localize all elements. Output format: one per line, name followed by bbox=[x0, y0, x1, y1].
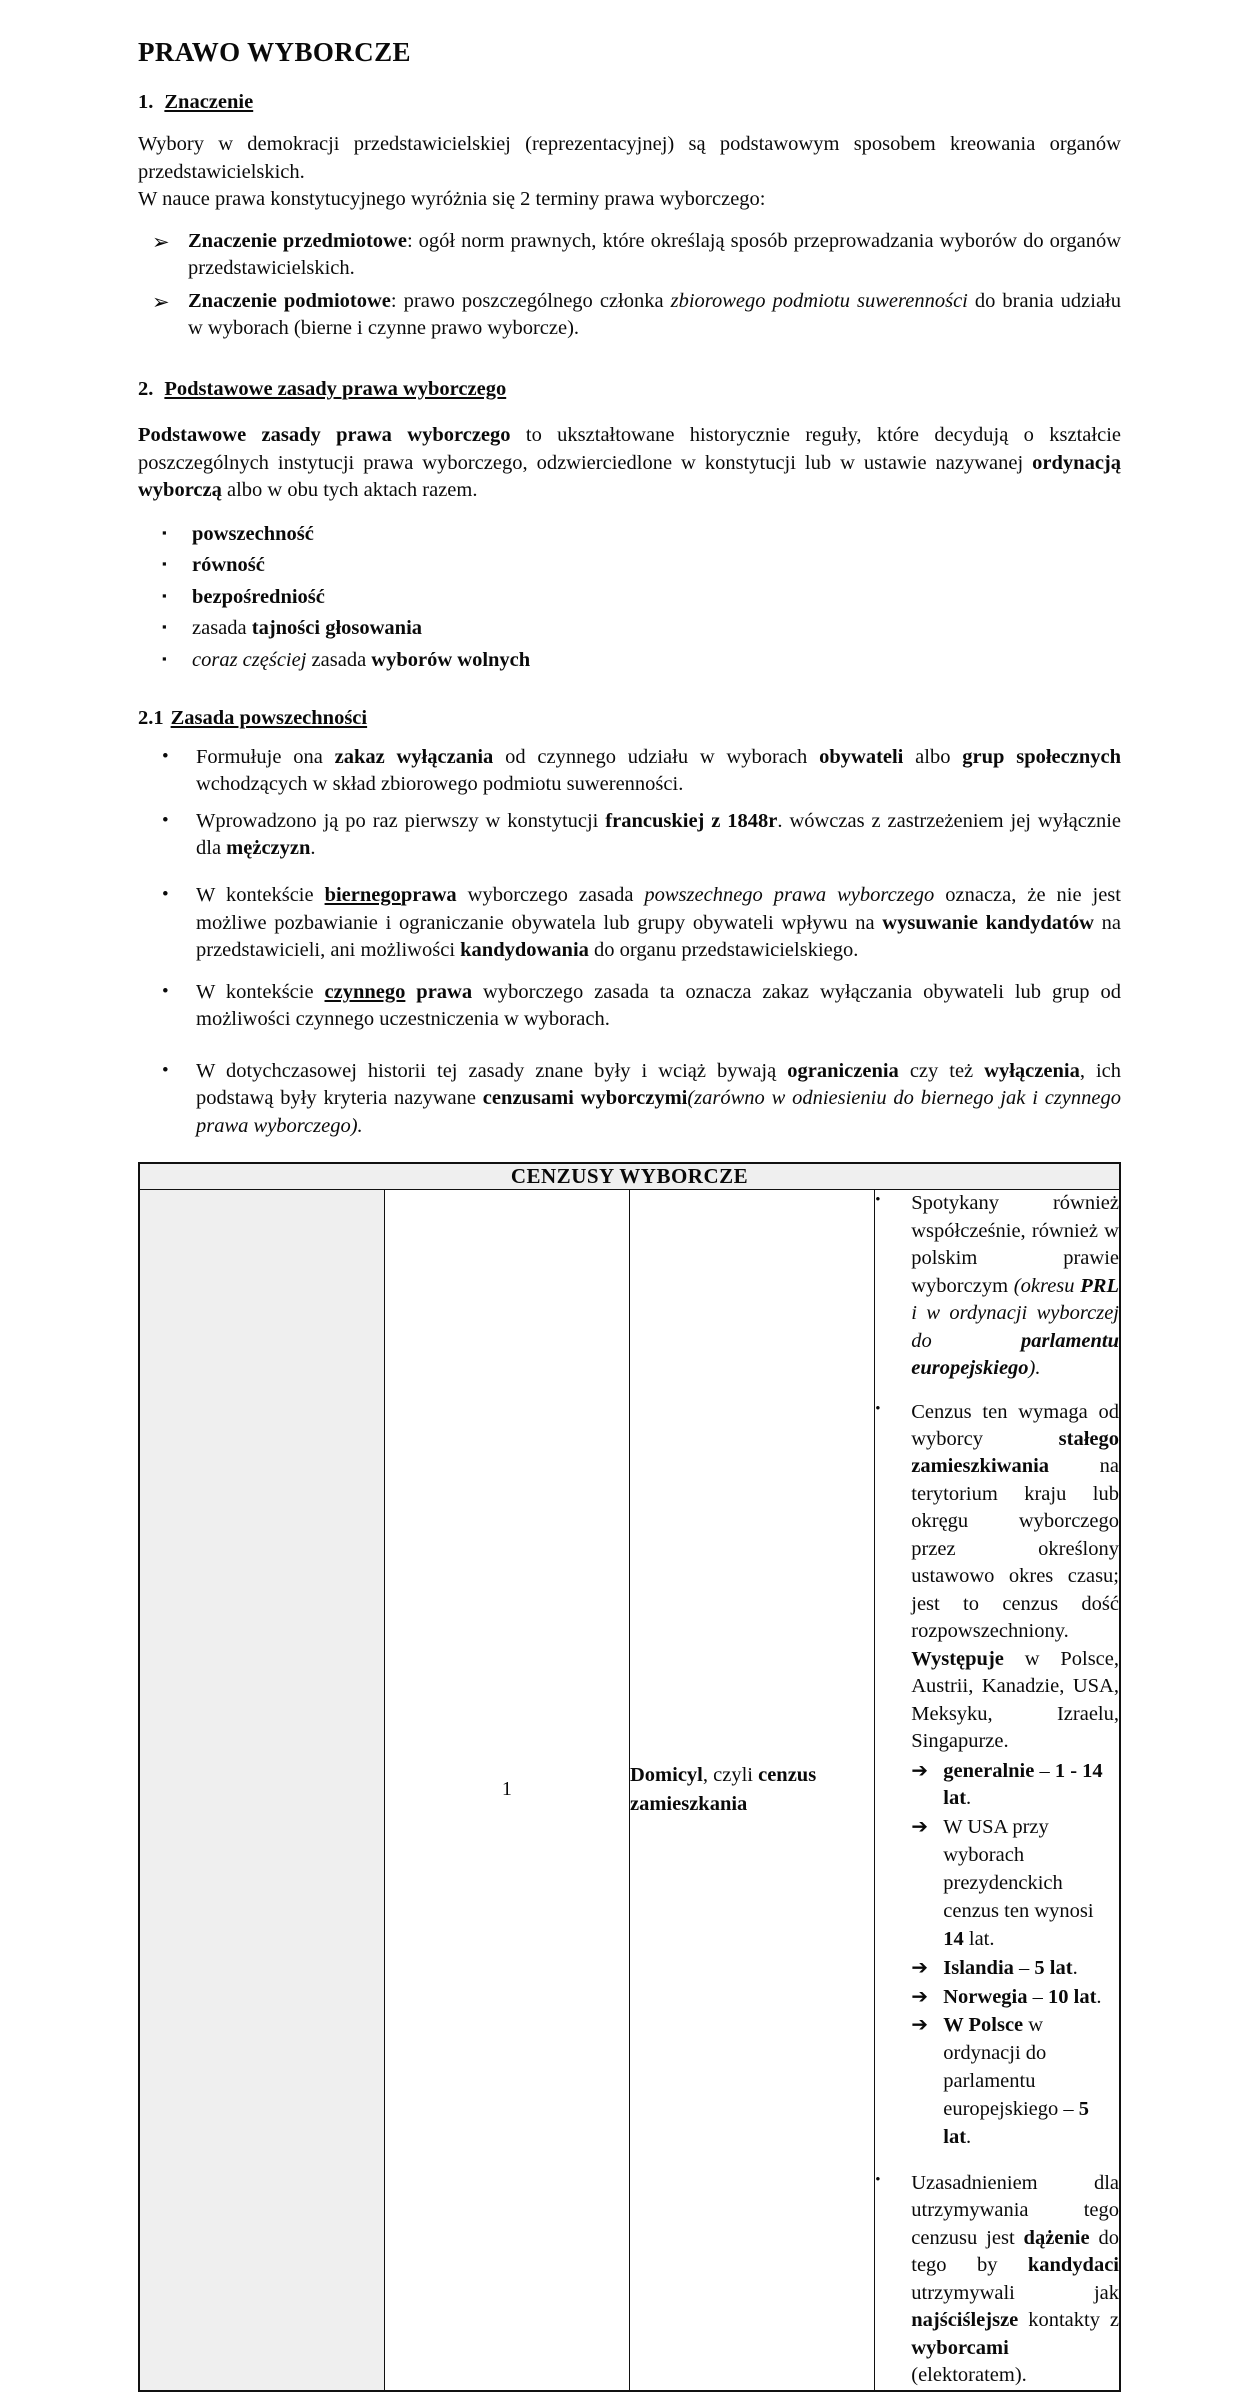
item-rest: do brania udziału w wyborach (bierne i czynne prawo wyborcze). bbox=[188, 289, 1121, 340]
list-item bbox=[911, 2012, 1119, 2151]
bold-part: wyborcami bbox=[911, 2336, 1009, 2359]
text-part: albo bbox=[903, 745, 963, 768]
text-part: w Polsce, Austrii, Kanadzie, USA, Meksyku, Izraelu, Singapurze. bbox=[911, 1647, 1119, 1753]
table-header-title: CENZUSY WYBORCZE bbox=[139, 1163, 1120, 1190]
list-item-text bbox=[196, 808, 1121, 863]
text-part: (elektoratem). bbox=[911, 2364, 1027, 2387]
list-item bbox=[162, 615, 1121, 642]
text-part: kontakty z bbox=[1018, 2309, 1119, 2332]
bold-underline-part: biernego bbox=[324, 884, 401, 907]
bold-part: cenzusami wyborczymi bbox=[482, 1087, 688, 1110]
table-content-list bbox=[875, 1190, 1119, 2389]
round-bullet-icon: • bbox=[162, 980, 169, 1002]
bold-part: generalnie bbox=[943, 1759, 1035, 1782]
list-item bbox=[162, 584, 1121, 611]
text-part: . bbox=[966, 2125, 972, 2148]
table-row-label bbox=[630, 1190, 875, 2391]
list-item-text bbox=[188, 288, 1121, 343]
section-2-1-number: 2.1 bbox=[138, 706, 164, 729]
arrow-right-icon: ➔ bbox=[911, 1759, 929, 1782]
table-shaded-column bbox=[139, 1190, 384, 2391]
text-part: . bbox=[1096, 1985, 1102, 2008]
intro-bold-2: ordynacją wyborczą bbox=[138, 451, 1121, 502]
text-part: . bbox=[966, 1787, 972, 1810]
list-item-text bbox=[911, 2170, 1119, 2390]
bold-part: Islandia bbox=[943, 1956, 1014, 1979]
bold-part: grup społecznych bbox=[962, 745, 1121, 768]
square-bullet-icon: ▪ bbox=[162, 650, 167, 666]
bold-part: 5 lat bbox=[943, 2098, 1089, 2148]
square-bullet-icon: ▪ bbox=[162, 619, 167, 635]
list-item bbox=[162, 521, 1121, 548]
italic-part: (okresu bbox=[1013, 1274, 1081, 1297]
cenzusy-table bbox=[138, 1162, 1121, 2391]
list-item bbox=[875, 1190, 1119, 1382]
text-part: w ordynacji do parlamentu europejskiego – bbox=[943, 2014, 1079, 2121]
list-item-text bbox=[192, 615, 1121, 642]
bold-part: kandydaci bbox=[1027, 2254, 1119, 2277]
bold-part: Norwegia bbox=[943, 1985, 1028, 2008]
italic-part: i w ordynacji wyborczej do bbox=[911, 1302, 1119, 1352]
text-part: – bbox=[1013, 1956, 1035, 1979]
text-part: W dotychczasowej historii tej zasady znane były i wciąż bywają bbox=[196, 1059, 788, 1082]
table-row-content bbox=[875, 1190, 1120, 2391]
round-bullet-icon: • bbox=[162, 1059, 169, 1081]
item-mid: : prawo poszczególnego członka bbox=[390, 289, 671, 312]
list-item-text bbox=[196, 744, 1121, 799]
text-part: Formułuje ona bbox=[196, 745, 335, 768]
text-part: na terytorium kraju lub okręgu wyborczego przez określony ustawowo okres czasu; jest to cenzus dość rozpowszechniony. bbox=[911, 1455, 1119, 1643]
section-2-title: Podstawowe zasady prawa wyborczego bbox=[164, 377, 507, 400]
bold-part: zakaz wyłączania bbox=[334, 745, 494, 768]
bold-part: mężczyzn bbox=[226, 837, 311, 859]
list-item-text bbox=[943, 1758, 1119, 1814]
bold-part: ograniczenia bbox=[787, 1059, 899, 1082]
list-item bbox=[162, 647, 1121, 674]
bold-part: 10 lat bbox=[1048, 1985, 1097, 2008]
text-part: Uzasadnieniem dla utrzymywania tego cenzusu jest bbox=[911, 2171, 1119, 2249]
italic-bold-part: parlamentu europejskiego bbox=[911, 1329, 1119, 1380]
section-2-1-heading bbox=[138, 706, 1121, 732]
text-part: . bbox=[1072, 1956, 1078, 1979]
list-item bbox=[162, 808, 1121, 863]
principle-plain: zasada bbox=[306, 648, 372, 671]
text-part: wyborczego zasada ta oznacza zakaz wyłączania obywateli lub grup od możliwości czynnego uczestniczenia w wyborach. bbox=[196, 980, 1121, 1031]
section-2-number: 2. bbox=[138, 377, 154, 400]
item-lead: Znaczenie podmiotowe bbox=[188, 289, 391, 312]
list-item bbox=[875, 1399, 1119, 2154]
arrow-bullet-icon: ➢ bbox=[152, 229, 170, 254]
text-part: W kontekście bbox=[196, 980, 325, 1003]
text-part: , ich podstawą były kryteria nazywane bbox=[196, 1059, 1122, 1110]
text-part: Cenzus ten wymaga od wyborcy bbox=[911, 1400, 1119, 1450]
arrow-bullet-icon: ➢ bbox=[152, 289, 170, 314]
italic-part: ). bbox=[1028, 1357, 1041, 1380]
bold-underline-part: czynnego bbox=[324, 980, 406, 1003]
text-part: . bbox=[310, 837, 316, 859]
bold-part: 5 lat bbox=[1034, 1956, 1073, 1979]
list-item-text bbox=[192, 647, 1121, 674]
table-header-row bbox=[139, 1163, 1120, 1190]
text-part: utrzymywali jak bbox=[911, 2281, 1119, 2304]
arrow-right-icon: ➔ bbox=[911, 2014, 929, 2037]
bold-part: wyłączenia bbox=[984, 1059, 1080, 1082]
text-part: oznacza, że nie jest możliwe pozbawianie i ograniczanie obywatela lub grupy obywateli wpływu na bbox=[196, 884, 1121, 934]
section-1-list bbox=[152, 228, 1121, 343]
text-part: W kontekście bbox=[196, 884, 325, 907]
list-item bbox=[911, 1758, 1119, 1814]
list-item bbox=[162, 979, 1121, 1034]
text-part: od czynnego udziału w wyborach bbox=[493, 745, 820, 768]
list-item-text bbox=[196, 1058, 1121, 1140]
arrow-sublist bbox=[911, 1758, 1119, 2152]
round-bullet-icon: • bbox=[875, 2171, 881, 2188]
principle-bold: wyborów wolnych bbox=[371, 648, 531, 671]
section-2-1-title: Zasada powszechności bbox=[170, 706, 368, 729]
label-plain: , czyli bbox=[702, 1764, 759, 1787]
intro-end: albo w obu tych aktach razem. bbox=[221, 479, 478, 502]
label-bold-1: Domicyl bbox=[630, 1764, 703, 1787]
bold-part: prawa bbox=[405, 980, 473, 1003]
arrow-right-icon: ➔ bbox=[911, 1956, 929, 1979]
section-2-principles-list bbox=[162, 521, 1121, 674]
list-item-text bbox=[196, 882, 1121, 964]
italic-part: powszechnego prawa wyborczego bbox=[644, 884, 935, 907]
list-item-text bbox=[196, 979, 1121, 1034]
text-part: . wówczas z zastrzeżeniem jej wyłącznie dla bbox=[196, 809, 1121, 859]
principle-bold: równość bbox=[192, 554, 265, 577]
round-bullet-icon: • bbox=[875, 1400, 881, 1417]
text-part: – bbox=[1034, 1759, 1055, 1782]
list-item-text bbox=[192, 552, 1121, 579]
section-1-number: 1. bbox=[138, 90, 154, 113]
text-part: do organu przedstawicielskiego. bbox=[588, 939, 859, 962]
list-item bbox=[162, 552, 1121, 579]
list-item-text bbox=[943, 1814, 1119, 1953]
list-item-text bbox=[192, 521, 1121, 548]
italic-part: (zarówno w odniesieniu do biernego jak i czynnego prawa wyborczego). bbox=[196, 1087, 1121, 1137]
arrow-right-icon: ➔ bbox=[911, 1816, 929, 1839]
text-part: na przedstawicieli, ani możliwości bbox=[196, 911, 1121, 962]
text-part: wyborczego zasada bbox=[456, 884, 645, 907]
bold-part: W Polsce bbox=[943, 2014, 1024, 2037]
intro-bold-1: Podstawowe zasady prawa wyborczego bbox=[138, 424, 511, 447]
text-part: czy też bbox=[898, 1059, 985, 1082]
round-bullet-icon: • bbox=[162, 809, 169, 831]
section-1-heading bbox=[138, 90, 1121, 116]
list-item bbox=[162, 1058, 1121, 1140]
list-item-text bbox=[911, 1399, 1119, 2154]
text-part: W USA przy wyborach prezydenckich cenzus ten wynosi bbox=[943, 1816, 1094, 1922]
round-bullet-icon: • bbox=[162, 745, 169, 767]
list-item-text bbox=[943, 2012, 1119, 2151]
section-1-title: Znaczenie bbox=[164, 90, 254, 113]
square-bullet-icon: ▪ bbox=[162, 587, 167, 603]
list-item bbox=[875, 2170, 1119, 2390]
bold-part: 14 bbox=[943, 1927, 964, 1950]
intro-mid: to ukształtowane historycznie reguły, które decydują o kształcie poszczególnych instytucji prawa wyborczego, odzwierciedlone w konstytucji lub w ustawie nazywanej bbox=[138, 424, 1121, 474]
list-item bbox=[152, 288, 1121, 343]
text-part: lat. bbox=[963, 1927, 995, 1950]
principle-plain: zasada bbox=[192, 617, 252, 640]
section-1-paragraph-1: Wybory w demokracji przedstawicielskiej (reprezentacyjnej) są podstawowym sposobem kreowania organów przedstawicielskich. bbox=[138, 133, 1121, 183]
text-part: Wprowadzono ją po raz pierwszy w konstytucji bbox=[196, 809, 606, 832]
list-item bbox=[911, 1984, 1119, 2012]
section-1-paragraph-2: W nauce prawa konstytucyjnego wyróżnia się 2 terminy prawa wyborczego: bbox=[138, 188, 766, 211]
page-title: PRAWO WYBORCZE bbox=[138, 37, 411, 67]
label-bold-2: cenzus zamieszkania bbox=[630, 1764, 817, 1815]
principle-italic: coraz częściej bbox=[192, 648, 307, 671]
list-item-text bbox=[943, 1984, 1119, 2012]
item-lead: Znaczenie przedmiotowe bbox=[188, 229, 407, 252]
cenzusy-table-wrap bbox=[138, 1162, 1121, 2391]
list-item bbox=[162, 744, 1121, 799]
section-2-heading bbox=[138, 377, 1121, 403]
list-item bbox=[911, 1814, 1119, 1953]
table-row-number: 1 bbox=[384, 1190, 629, 2391]
list-item-text bbox=[188, 228, 1121, 283]
bold-part: najściślejsze bbox=[911, 2309, 1019, 2332]
bold-part: wysuwanie kandydatów bbox=[882, 911, 1094, 934]
principle-bold: bezpośredniość bbox=[192, 585, 325, 608]
italic-bold-part: PRL bbox=[1080, 1274, 1119, 1297]
list-item bbox=[162, 882, 1121, 964]
list-item-text bbox=[911, 1190, 1119, 1382]
list-item bbox=[911, 1955, 1119, 1983]
item-italic: zbiorowego podmiotu suwerenności bbox=[670, 289, 968, 312]
text-part: – bbox=[1027, 1985, 1049, 2008]
item-rest: : ogół norm prawnych, które określają sposób przeprowadzania wyborów do organów przedstawicielskich. bbox=[188, 229, 1121, 280]
text-part: wchodzących w skład zbiorowego podmiotu suwerenności. bbox=[196, 773, 684, 796]
square-bullet-icon: ▪ bbox=[162, 556, 167, 572]
bold-part: obywateli bbox=[819, 745, 904, 768]
section-2-intro bbox=[138, 422, 1121, 504]
bold-part: prawa bbox=[400, 884, 457, 907]
text-part: Spotykany również współcześnie, również w polskim prawie wyborczym bbox=[911, 1192, 1119, 1297]
section-2-1-list bbox=[162, 744, 1121, 1141]
bold-part: dążenie bbox=[1023, 2226, 1090, 2249]
list-item-text bbox=[192, 584, 1121, 611]
bold-part: stałego zamieszkiwania bbox=[911, 1427, 1119, 1478]
arrow-right-icon: ➔ bbox=[911, 1985, 929, 2008]
list-item bbox=[152, 228, 1121, 283]
bold-part: Występuje bbox=[911, 1647, 1004, 1670]
list-item-text bbox=[943, 1955, 1119, 1983]
principle-bold: tajności głosowania bbox=[251, 617, 423, 640]
bold-part: francuskiej z 1848r bbox=[605, 809, 778, 832]
table-row bbox=[139, 1190, 1120, 2391]
round-bullet-icon: • bbox=[162, 884, 169, 906]
text-part: do tego by bbox=[911, 2226, 1119, 2277]
bold-part: kandydowania bbox=[460, 939, 589, 962]
principle-bold: powszechność bbox=[192, 522, 314, 545]
bold-part: 1 - 14 lat bbox=[943, 1759, 1103, 1810]
round-bullet-icon: • bbox=[875, 1192, 881, 1209]
square-bullet-icon: ▪ bbox=[162, 524, 167, 540]
